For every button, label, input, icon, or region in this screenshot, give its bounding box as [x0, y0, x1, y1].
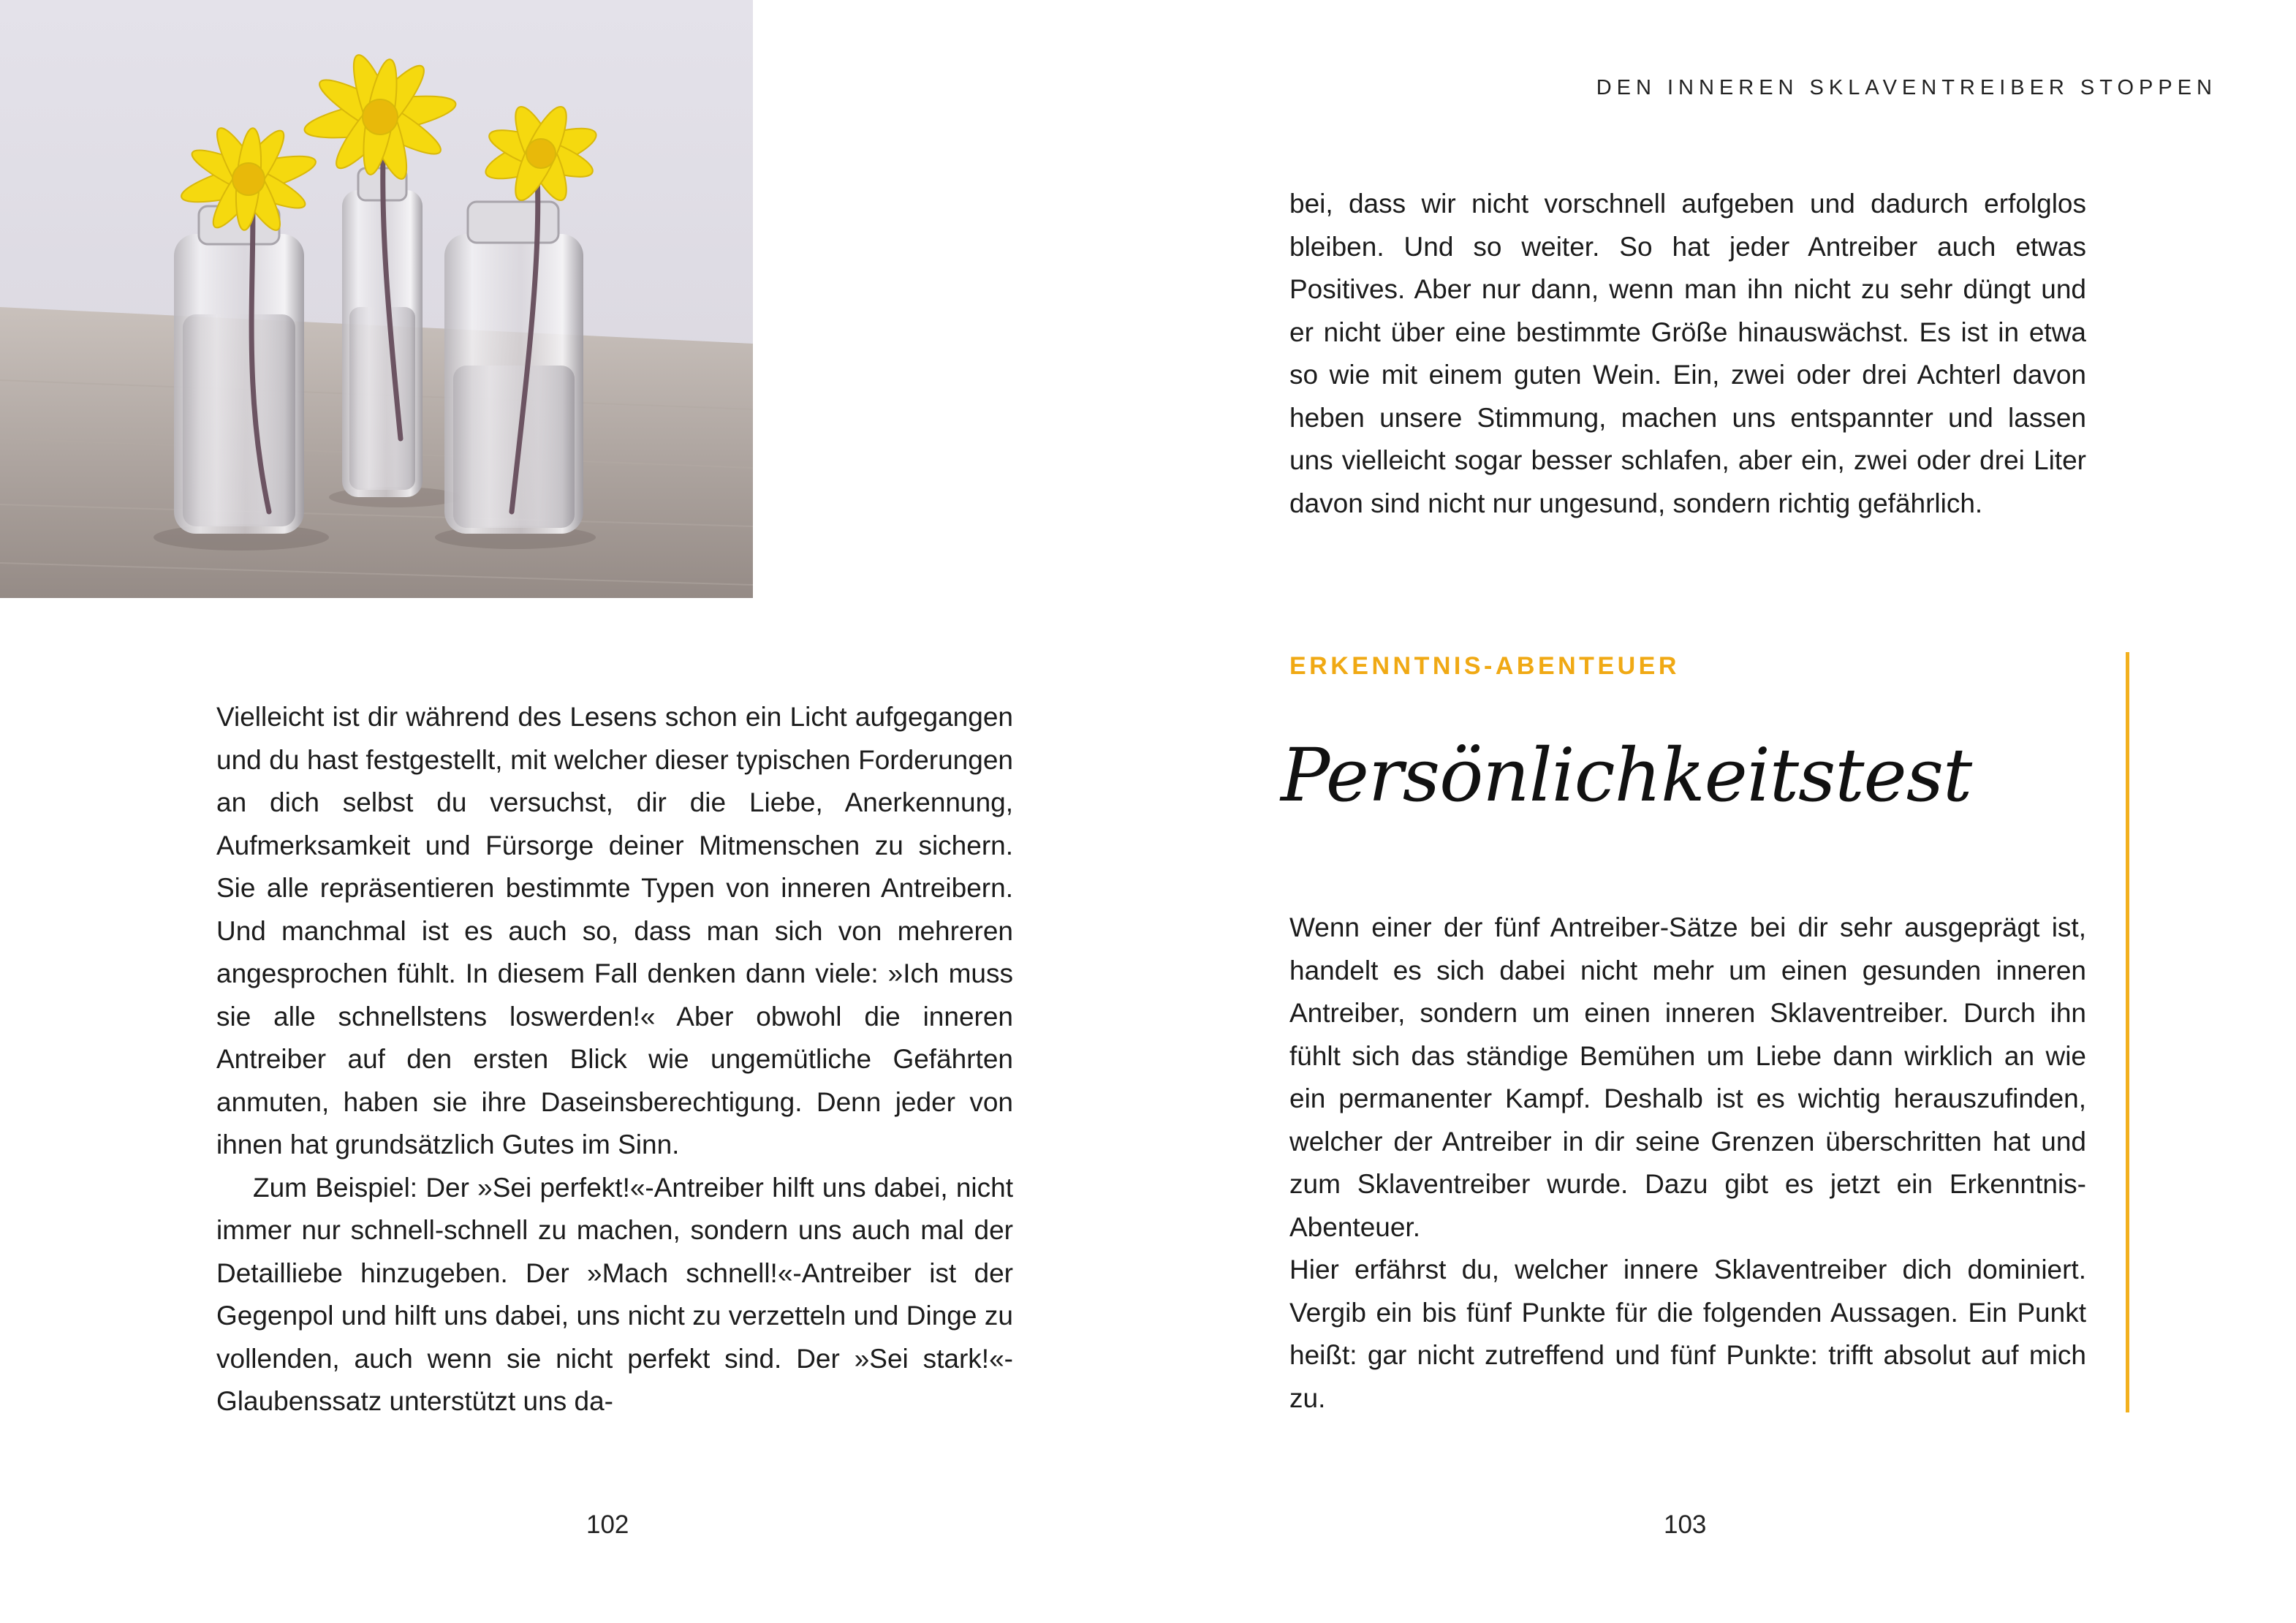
paragraph: bei, dass wir nicht vorschnell aufgeben und dadurch erfolglos bleiben. Und so weiter. So hat jeder Antreiber auch etwas Positives. Aber nur dann, wenn man ihn nicht zu sehr düngt und er nicht über eine bestimmte Größe hinauswächst. Es ist in etwa so wie mit einem guten Wein. Ein, zwei oder drei Achterl davon heben unsere Stimmung, machen uns entspannter und lassen uns vielleicht sogar besser schlafen, aber ein, zwei oder drei Liter davon sind nicht nur ungesund, sondern richtig gefährlich. — [1289, 189, 2086, 518]
right-page-body — [1289, 907, 2086, 1420]
flowers-in-glass-bottles-photo — [0, 0, 753, 598]
section-title: Persönlichkeitstest — [1281, 733, 1972, 818]
accent-bar — [2126, 652, 2129, 1412]
right-page-continuation — [1289, 183, 2086, 525]
paragraph: Zum Beispiel: Der »Sei perfekt!«-Antreiber hilft uns dabei, nicht immer nur schnell-schnell zu machen, sondern uns auch mal der Detailliebe hinzugeben. Der »Mach schnell!«-Antreiber ist der Gegenpol und hilft uns dabei, uns nicht zu verzetteln und Dinge zu vollenden, auch wenn sie nicht perfekt sind. Der »Sei stark!«-Glaubenssatz unterstützt uns da- — [216, 1172, 1013, 1416]
paragraph: Vielleicht ist dir während des Lesens schon ein Licht aufgegangen und du hast festgestellt, mit welcher dieser typischen Forderungen an dich selbst du versuchst, dir die Liebe, Anerkennung, Aufmerksamkeit und Fürsorge deiner Mitmenschen zu sichern. Sie alle repräsentieren bestimmte Typen von inneren Antreibern. Und manchmal ist es auch so, dass man sich von mehreren angesprochen fühlt. In diesem Fall denken dann viele: »Ich muss sie alle schnellstens loswerden!« Aber obwohl die inneren Antreiber auf den ersten Blick wie ungemütliche Gefährten anmuten, haben sie ihre Daseinsberechtigung. Denn jeder von ihnen hat grundsätzlich Gutes im Sinn. — [216, 702, 1013, 1159]
section-label: ERKENNTNIS-ABENTEUER — [1289, 652, 1680, 680]
left-page-body — [216, 696, 1013, 1423]
paragraph: Hier erfährst du, welcher innere Sklaventreiber dich dominiert. Vergib ein bis fünf Punkte für die folgenden Aussagen. Ein Punkt heißt: gar nicht zutreffend und fünf Punkte: trifft absolut auf mich zu. — [1289, 1255, 2086, 1413]
page-number-left: 102 — [586, 1510, 629, 1539]
page-number-right: 103 — [1664, 1510, 1707, 1539]
paragraph: Wenn einer der fünf Antreiber-Sätze bei dir sehr ausgeprägt ist, handelt es sich dabei nicht mehr um einen gesunden inneren Antreiber, sondern um einen inneren Sklaventreiber. Durch ihn fühlt sich das ständige Bemühen um Liebe dann wirklich an wie ein permanenter Kampf. Deshalb ist es wichtig herauszufinden, welcher der Antreiber in dir seine Grenzen überschritten hat und zum Sklaventreiber wurde. Dazu gibt es jetzt ein Erkenntnis-Abenteuer. — [1289, 912, 2086, 1242]
running-head: DEN INNEREN SKLAVENTREIBER STOPPEN — [1596, 76, 2217, 99]
